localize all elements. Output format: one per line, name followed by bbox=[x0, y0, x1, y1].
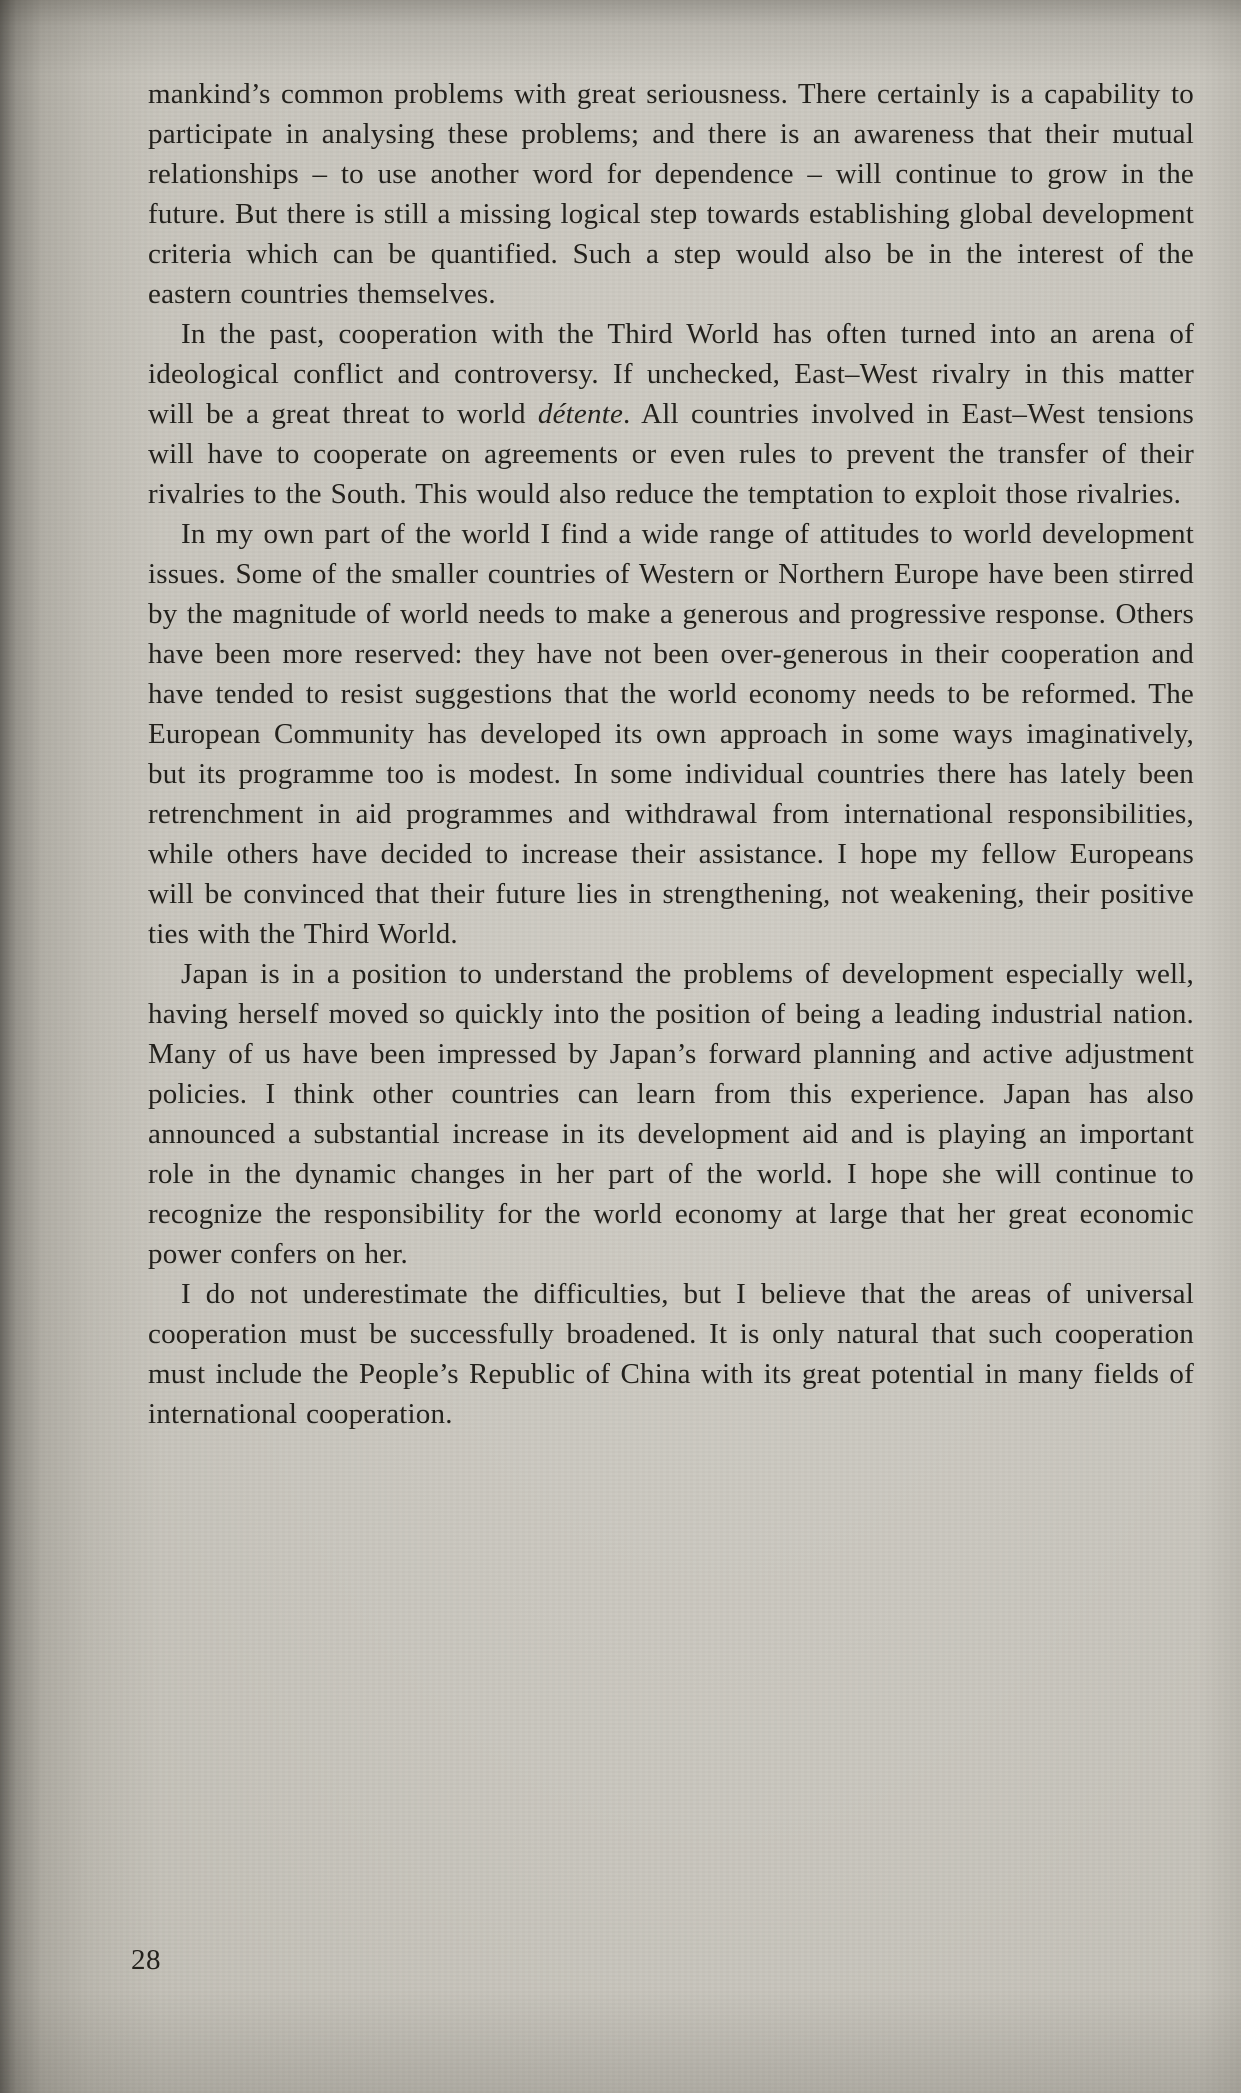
text-run: I do not underestimate the difficulties, but I believe that the areas of universal cooperation must be successfully broadened. It is only natural that such cooperation must include the People’s Republic of China with its great potential in many fields of international cooperation. bbox=[148, 1278, 1194, 1430]
text-block bbox=[148, 74, 1194, 1434]
paragraph bbox=[148, 74, 1194, 314]
paragraph bbox=[148, 314, 1194, 514]
paragraph bbox=[148, 954, 1194, 1274]
paragraph bbox=[148, 1274, 1194, 1434]
italic-text-run: détente bbox=[537, 398, 624, 430]
text-run: . All countries involved in East–West tensions will have to cooperate on agreements or even rules to prevent the transfer of their rivalries to the South. This would also reduce the temptation to exploit those rivalries. bbox=[148, 398, 1195, 510]
text-run: In the past, cooperation with the Third World has often turned into an arena of ideological conflict and controversy. If unchecked, East–West rivalry in this matter will be a great threat to world bbox=[148, 318, 1194, 430]
text-run: In my own part of the world I find a wide range of attitudes to world development issues. Some of the smaller countries of Western or Northern Europe have been stirred by the magnitude of world needs to make a generous and progressive response. Others have been more reserved: they have not been over-generous in their cooperation and have tended to resist suggestions that the world economy needs to be reformed. The European Community has developed its own approach in some ways imaginatively, but its programme too is modest. In some individual countries there has lately been retrenchment in aid programmes and withdrawal from international responsibilities, while others have decided to increase their assistance. I hope my fellow Europeans will be convinced that their future lies in strengthening, not weakening, their positive ties with the Third World. bbox=[148, 518, 1194, 950]
paragraph bbox=[148, 514, 1194, 954]
text-run: Japan is in a position to understand the problems of development especially well, having herself moved so quickly into the position of being a leading industrial nation. Many of us have been impressed by Japan’s forward planning and active adjustment policies. I think other countries can learn from this experience. Japan has also announced a substantial increase in its development aid and is playing an important role in the dynamic changes in her part of the world. I hope she will continue to recognize the responsibility for the world economy at large that her great economic power confers on her. bbox=[148, 958, 1194, 1270]
page-number: 28 bbox=[131, 1944, 161, 1976]
text-run: mankind’s common problems with great seriousness. There certainly is a capability to participate in analysing these problems; and there is an awareness that their mutual relationships – to use another word for dependence – will continue to grow in the future. But there is still a missing logical step towards establishing global development criteria which can be quantified. Such a step would also be in the interest of the eastern countries themselves. bbox=[148, 78, 1194, 310]
